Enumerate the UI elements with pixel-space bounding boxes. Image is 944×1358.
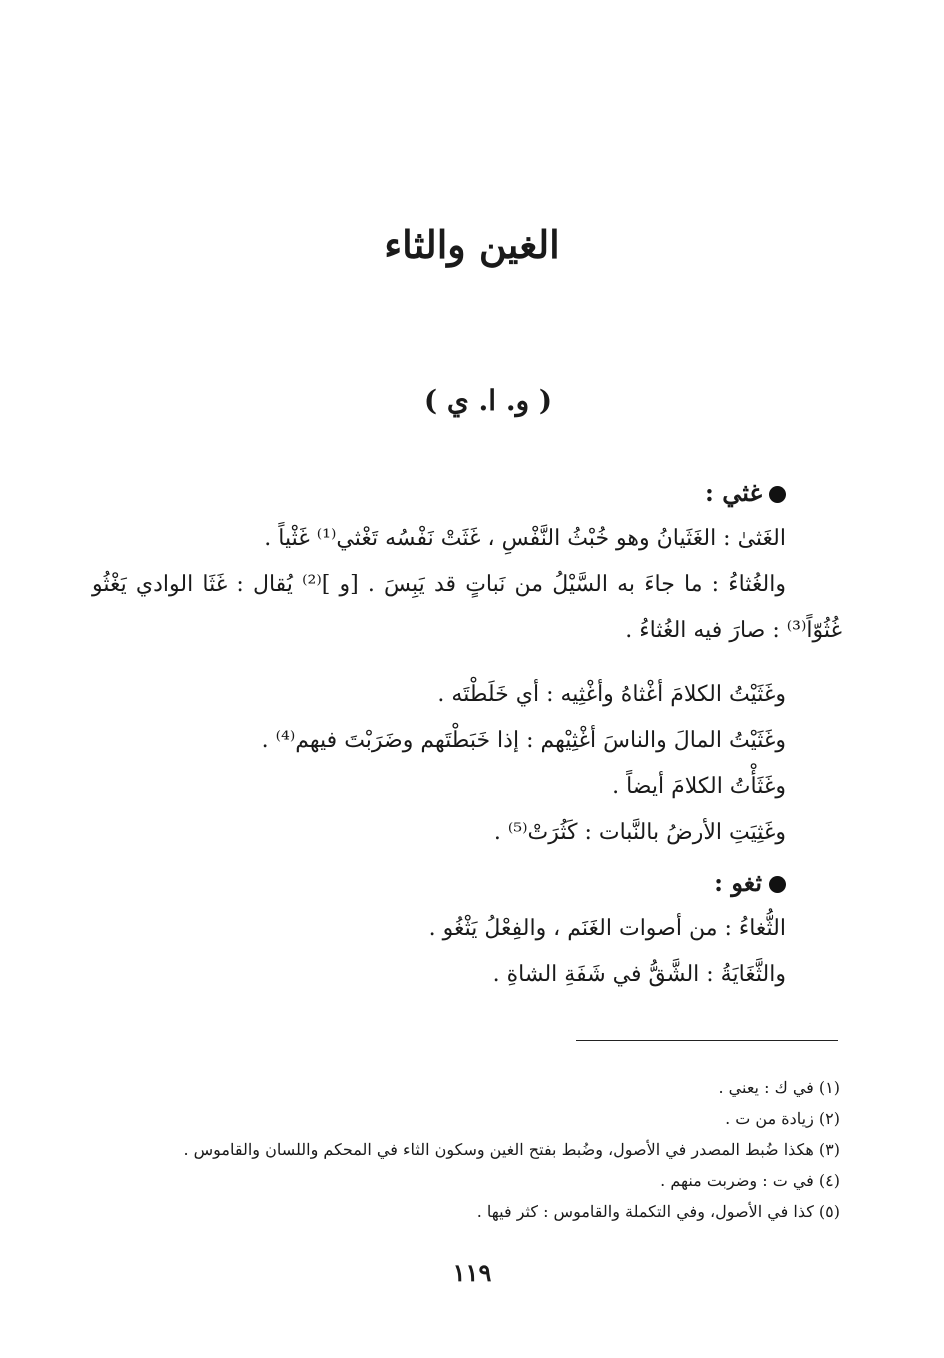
- entry-ghathy: [92, 470, 842, 856]
- footnote: (١) في ك : يعني .: [718, 1078, 840, 1097]
- entry-line: الثُّغاءُ : من أصوات الغَنَم ، والفِعْلُ يَثْغُو .: [428, 916, 786, 941]
- entry-line: والثَّغَايَةُ : الشَّقُّ في شَفَةِ الشاةِ .: [492, 962, 786, 987]
- root-heading: ( و. ا. ي ): [423, 384, 553, 417]
- footnote-separator: [576, 1040, 838, 1041]
- page-number: ١١٩: [452, 1258, 492, 1287]
- footnote: (٥) كذا في الأصول، وفي التكملة والقاموس : كثر فيها .: [476, 1202, 840, 1221]
- entry-heading-label: غثي :: [704, 478, 762, 507]
- entry-line: وغَثَيْتُ الكلامَ أغْثاهُ وأغْثِيه : أي خَلَطْتَه .: [437, 682, 786, 707]
- footnote: (٤) في ت : وضربت منهم .: [660, 1171, 840, 1190]
- entry-line: غُثُوّاً⁽³⁾ : صارَ فيه الغُثاءُ .: [625, 618, 842, 643]
- entry-line: وغَثِيَتِ الأرضُ بالنَّبات : كَثُرَتْ⁽⁵⁾ .: [493, 820, 786, 845]
- footnote: (٣) هكذا ضُبط المصدر في الأصول، وضُبط بفتح الغين وسكون الثاء في المحكم واللسان والقاموس .: [183, 1140, 840, 1159]
- bullet-icon: [769, 876, 786, 893]
- footnote: (٢) زيادة من ت .: [725, 1109, 840, 1128]
- entry-line: والغُثاءُ : ما جاءَ به السَّيْلُ من نَباتٍ قد يَبِسَ . [و ]⁽²⁾ يُقال : غَثَا الوادي يَغْثُو: [92, 572, 786, 597]
- chapter-title: الغين والثاء: [384, 222, 560, 267]
- entry-heading-label: ثغو :: [714, 868, 762, 897]
- entry-heading: [126, 860, 786, 906]
- footnotes: [120, 1072, 840, 1227]
- entry-heading: [126, 470, 786, 516]
- entry-thaghw: [126, 860, 786, 998]
- entry-line: الغَثىٰ : الغَثَيانُ وهو خُبْثُ النَّفْسِ ، غَثَتْ نَفْسُه تَغْثي⁽¹⁾ غَثْياً .: [264, 526, 786, 551]
- entry-line: وغَثَأْتُ الكلامَ أيضاً .: [612, 774, 786, 799]
- entry-line: وغَثَيْتُ المالَ والناسَ أغْثِيْهم : إذا خَبَطْتَهم وضَرَبْتَ فيهم⁽⁴⁾ .: [261, 728, 786, 753]
- bullet-icon: [769, 486, 786, 503]
